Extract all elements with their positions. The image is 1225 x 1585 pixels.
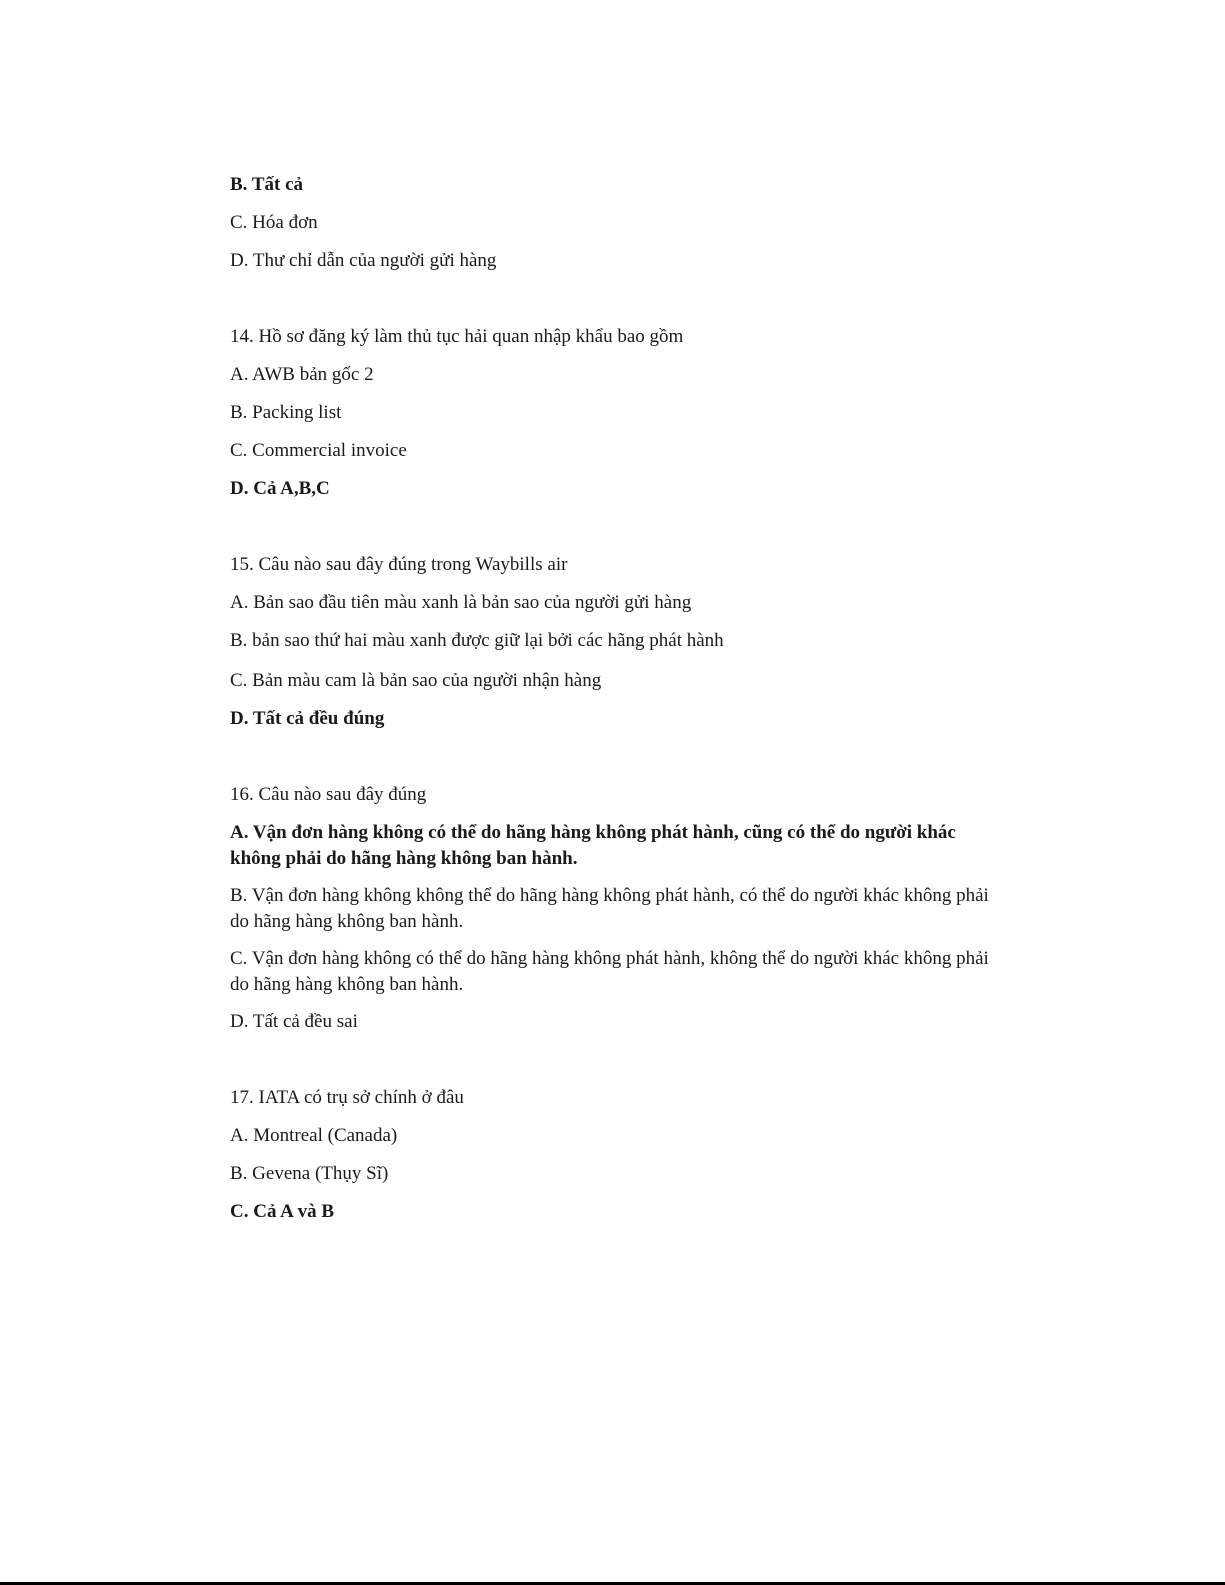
- q17-option-c-answer: C. Cả A và B: [230, 1201, 334, 1222]
- q16-option-a-answer: A. Vận đơn hàng không có thể do hãng hàng không phát hành, cũng có thể do người khác không phải do hãng hàng không ban hành.: [230, 822, 956, 869]
- q16-option-b: B. Vận đơn hàng không không thể do hãng hàng không phát hành, có thể do người khác không phải do hãng hàng không ban hành.: [230, 885, 989, 932]
- q15-option-a: A. Bản sao đầu tiên màu xanh là bản sao của người gửi hàng: [230, 592, 692, 613]
- q16-question: 16. Câu nào sau đây đúng: [230, 784, 427, 805]
- q15-option-d-answer: D. Tất cả đều đúng: [230, 708, 385, 729]
- q14-option-c: C. Commercial invoice: [230, 440, 407, 461]
- q15-question: 15. Câu nào sau đây đúng trong Waybills air: [230, 554, 568, 575]
- q14-option-b: B. Packing list: [230, 402, 342, 423]
- q17-option-b: B. Gevena (Thụy Sĩ): [230, 1163, 389, 1184]
- q15-option-c: C. Bản màu cam là bản sao của người nhận hàng: [230, 670, 602, 691]
- q16-option-d: D. Tất cả đều sai: [230, 1011, 358, 1032]
- q13-option-c: C. Hóa đơn: [230, 212, 318, 233]
- q14-question: 14. Hồ sơ đăng ký làm thủ tục hải quan nhập khẩu bao gồm: [230, 326, 684, 347]
- q16-option-c: C. Vận đơn hàng không có thể do hãng hàng không phát hành, không thể do người khác không phải do hãng hàng không ban hành.: [230, 948, 989, 995]
- q15-option-b: B. bản sao thứ hai màu xanh được giữ lại bởi các hãng phát hành: [230, 630, 724, 651]
- q17-option-a: A. Montreal (Canada): [230, 1125, 398, 1146]
- q13-option-d: D. Thư chỉ dẫn của người gửi hàng: [230, 250, 497, 271]
- q13-option-b-answer: B. Tất cả: [230, 174, 304, 195]
- q14-option-a: A. AWB bản gốc 2: [230, 364, 374, 385]
- q14-option-d-answer: D. Cả A,B,C: [230, 478, 330, 499]
- q17-question: 17. IATA có trụ sở chính ở đâu: [230, 1087, 464, 1108]
